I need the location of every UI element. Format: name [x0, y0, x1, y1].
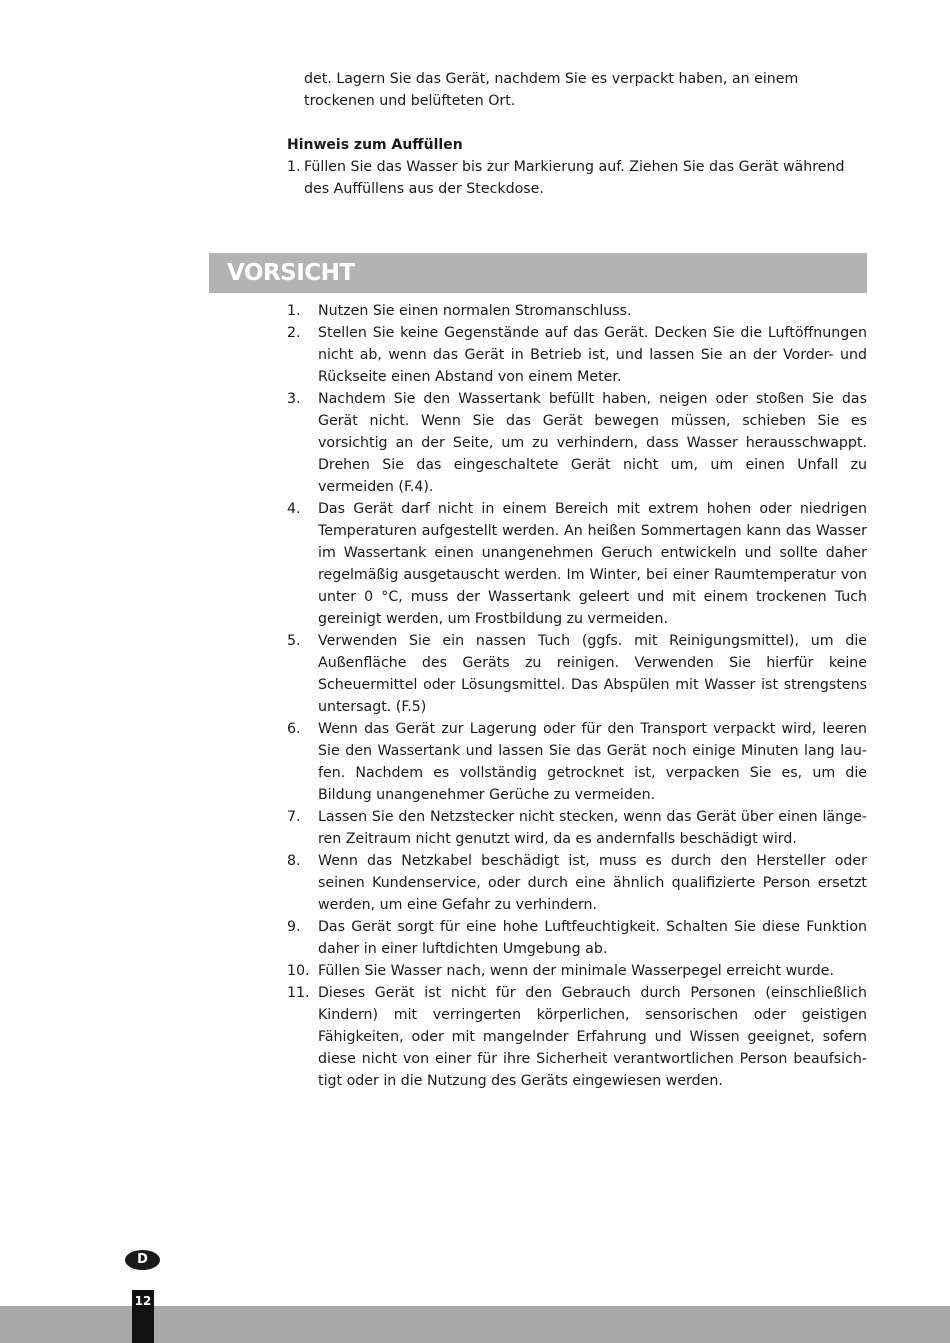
caution-item-number: 1. — [287, 303, 301, 319]
caution-item — [287, 718, 867, 806]
caution-item — [287, 322, 867, 388]
caution-item — [287, 850, 867, 916]
caution-item-text: Stellen Sie keine Gegenstände auf das Gerät. Decken Sie die Luftöffnungen nicht ab, wenn das Gerät in Betrieb ist, und lassen Sie an der Vorder- und Rückseite einen Abstand von einem Meter. — [318, 325, 867, 385]
section-title: VORSICHT — [227, 260, 355, 286]
language-badge: D — [125, 1250, 160, 1270]
caution-item — [287, 960, 867, 982]
caution-list — [287, 300, 867, 1092]
caution-item-number: 6. — [287, 721, 301, 737]
caution-item — [287, 388, 867, 498]
caution-item-number: 9. — [287, 919, 301, 935]
caution-item-text: Wenn das Netzkabel beschädigt ist, muss es durch den Hersteller oder seinen Kundenservice, oder durch eine ähnlich qualifizierte Person ersetzt werden, um eine Gefahr zu verhindern. — [318, 853, 867, 913]
caution-item-number: 10. — [287, 963, 310, 979]
caution-item-text: Dieses Gerät ist nicht für den Gebrauch durch Personen (einschließlich Kindern) mit verringerten körperlichen, sensorischen oder geistigen Fähigkeiten, oder mit mangelnder Erfahrung und Wissen geeignet, sofern diese nicht von einer für ihre Sicherheit verantwortlichen Person beaufsichtigt oder in die Nutzung des Geräts eingewiesen werden. — [318, 985, 867, 1089]
caution-item — [287, 982, 867, 1092]
caution-item-text: Das Gerät darf nicht in einem Bereich mit extrem hohen oder niedrigen Temperaturen aufgestellt werden. An heißen Sommertagen kann das Wasser im Wassertank einen unangenehmen Geruch entwickeln und sollte daher regelmäßig ausgetauscht werden. Im Winter, bei einer Raumtemperatur von unter 0 °C, muss der Wassertank geleert und mit einem trockenen Tuch gereinigt werden, um Frostbildung zu vermeiden. — [318, 501, 867, 627]
hinweis-item-number: 1. — [287, 159, 301, 175]
caution-item-text: Wenn das Gerät zur Lagerung oder für den Transport verpackt wird, leeren Sie den Wassertank und lassen Sie das Gerät noch einige Minuten lang laufen. Nachdem es vollständig getrocknet ist, verpacken Sie es, um die Bildung unangenehmer Gerüche zu vermeiden. — [318, 721, 867, 803]
caution-item-number: 5. — [287, 633, 301, 649]
caution-item-text: Lassen Sie den Netzstecker nicht stecken, wenn das Gerät über einen längeren Zeitraum nicht genutzt wird, da es andernfalls beschädigt wird. — [318, 809, 867, 847]
page-number-tab — [132, 1290, 154, 1343]
caution-item — [287, 498, 867, 630]
caution-item-text: Füllen Sie Wasser nach, wenn der minimale Wasserpegel erreicht wurde. — [318, 963, 835, 979]
hinweis-item — [287, 156, 867, 200]
caution-item-number: 3. — [287, 391, 301, 407]
caution-item-number: 8. — [287, 853, 301, 869]
caution-item-number: 11. — [287, 985, 310, 1001]
caution-item — [287, 916, 867, 960]
caution-item-text: Das Gerät sorgt für eine hohe Luftfeuchtigkeit. Schalten Sie diese Funktion daher in einer luftdichten Umgebung ab. — [318, 919, 867, 957]
caution-item — [287, 806, 867, 850]
section-header-bar — [209, 253, 867, 293]
page-number: 12 — [134, 1294, 152, 1308]
caution-item-number: 4. — [287, 501, 301, 517]
hinweis-heading: Hinweis zum Auffüllen — [287, 137, 463, 153]
continuation-paragraph: det. Lagern Sie das Gerät, nachdem Sie es verpackt haben, an einem trockenen und belüfteten Ort. — [304, 71, 799, 109]
caution-item-number: 7. — [287, 809, 301, 825]
caution-item-text: Nachdem Sie den Wassertank befüllt haben, neigen oder stoßen Sie das Gerät nicht. Wenn Sie das Gerät bewegen müssen, schieben Sie es vorsichtig an der Seite, um zu verhindern, dass Wasser herausschwappt. Drehen Sie das eingeschaltete Gerät nicht um, um einen Unfall zu vermeiden (F.4). — [318, 391, 867, 495]
caution-item-number: 2. — [287, 325, 301, 341]
hinweis-list — [287, 156, 867, 200]
caution-item-text: Verwenden Sie ein nassen Tuch (ggfs. mit Reinigungsmittel), um die Außenfläche des Geräts zu reinigen. Verwenden Sie hierfür keine Scheuermittel oder Lösungsmittel. Das Abspülen mit Wasser ist strengstens untersagt. (F.5) — [318, 633, 867, 715]
caution-item-text: Nutzen Sie einen normalen Stromanschluss. — [318, 303, 632, 319]
hinweis-item-text: Füllen Sie das Wasser bis zur Markierung auf. Ziehen Sie das Gerät während des Auffüllens aus der Steckdose. — [304, 159, 845, 197]
caution-item — [287, 300, 867, 322]
caution-item — [287, 630, 867, 718]
